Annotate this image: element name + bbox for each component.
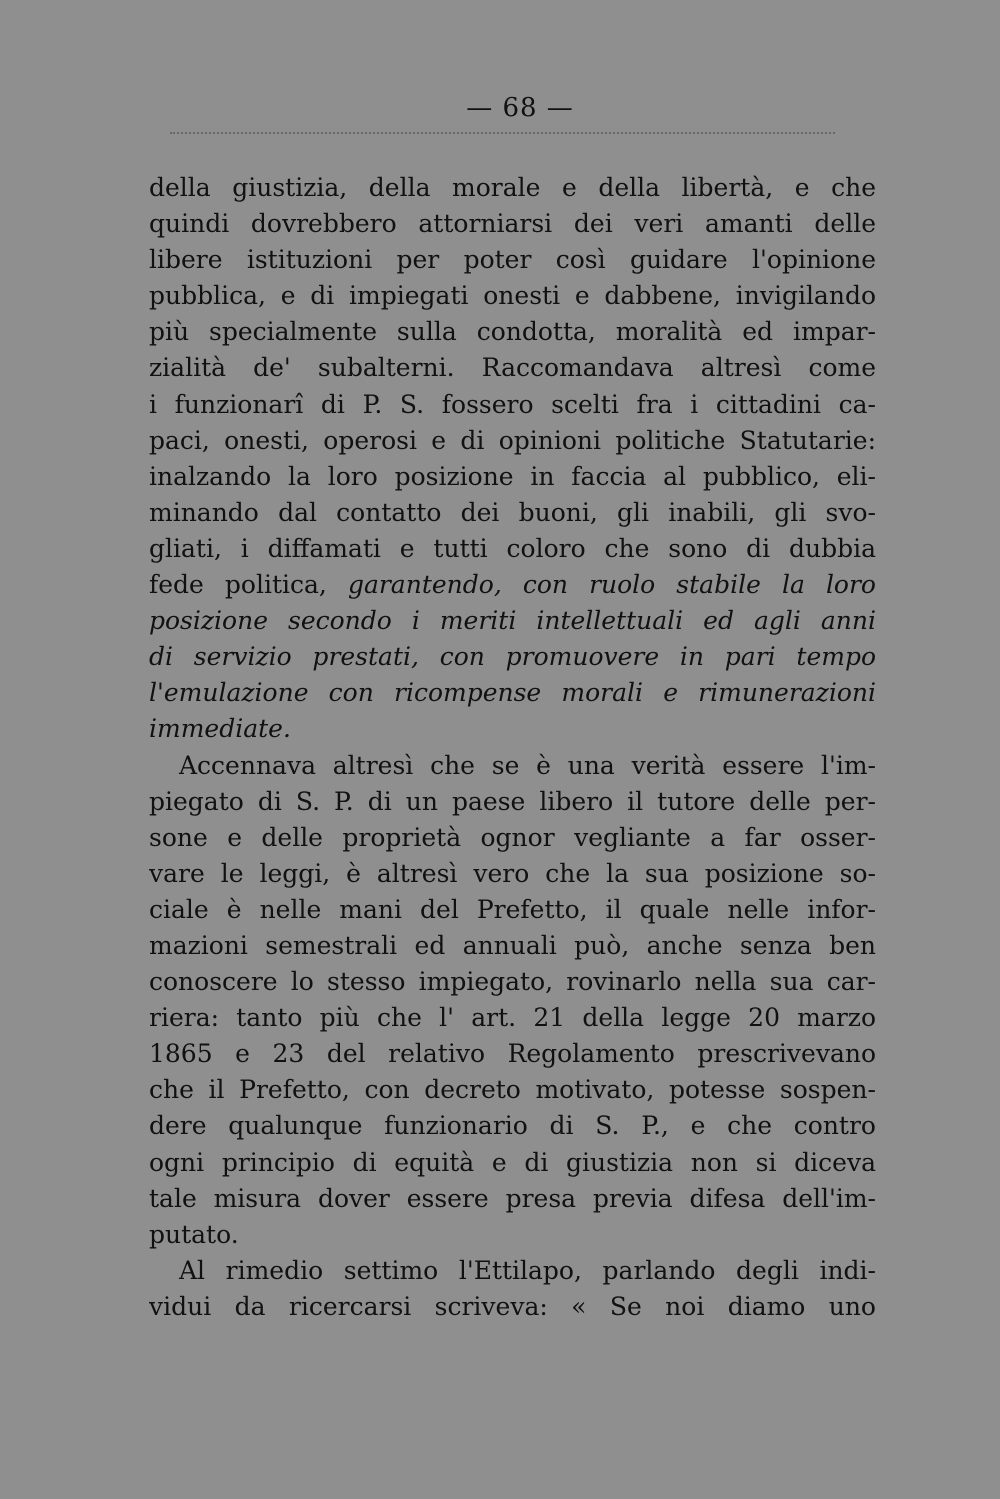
text-line: ogni principio di equità e di giustizia non si diceva <box>149 1147 876 1177</box>
text-line: paci, onesti, operosi e di opinioni politiche Statutarie: <box>149 425 876 455</box>
text-line: i funzionarî di P. S. fossero scelti fra i cittadini ca- <box>149 389 876 419</box>
text-line: sone e delle proprietà ognor vegliante a far osser- <box>149 822 876 852</box>
text-line-mixed <box>149 567 876 603</box>
text-line: dere qualunque funzionario di S. P., e che contro <box>149 1111 876 1141</box>
text-line: della giustizia, della morale e della libertà, e che <box>149 173 876 202</box>
text-line: posizione secondo i meriti intellettuali ed agli anni <box>149 606 876 636</box>
header-rule <box>170 132 835 134</box>
text-line-italic-part: garantendo, con ruolo stabile la loro <box>347 570 876 600</box>
text-line: 1865 e 23 del relativo Regolamento prescrivevano <box>149 1039 876 1069</box>
text-line: Accennava altresì che se è una verità essere l'im- <box>179 750 876 780</box>
text-line: immediate. <box>149 714 291 744</box>
text-line: che il Prefetto, con decreto motivato, potesse sospen- <box>149 1075 876 1105</box>
text-line: minando dal contatto dei buoni, gli inabili, gli svo- <box>149 497 876 527</box>
text-line: putato. <box>149 1219 239 1249</box>
text-line: ciale è nelle mani del Prefetto, il quale nelle infor- <box>149 894 876 924</box>
text-line-roman-part: fede politica, <box>149 570 348 600</box>
text-line: vidui da ricercarsi scriveva: « Se noi diamo uno <box>149 1291 876 1321</box>
text-line: riera: tanto più che l' art. 21 della legge 20 marzo <box>149 1003 876 1033</box>
text-line: vare le leggi, è altresì vero che la sua posizione so- <box>149 858 876 888</box>
body-text <box>149 170 876 1325</box>
text-line: libere istituzioni per poter così guidare l'opinione <box>149 245 876 275</box>
text-line: quindi dovrebbero attorniarsi dei veri amanti delle <box>149 209 876 239</box>
text-line: piegato di S. P. di un paese libero il tutore delle per- <box>149 786 876 816</box>
text-line: conoscere lo stesso impiegato, rovinarlo nella sua car- <box>149 967 876 997</box>
text-line: pubblica, e di impiegati onesti e dabbene, invigilando <box>149 281 876 311</box>
text-line: tale misura dover essere presa previa difesa dell'im- <box>149 1183 876 1213</box>
text-line: più specialmente sulla condotta, moralità ed impar- <box>149 317 876 347</box>
text-line: mazioni semestrali ed annuali può, anche senza ben <box>149 930 876 960</box>
text-line: inalzando la loro posizione in faccia al pubblico, eli- <box>149 461 876 491</box>
text-line: gliati, i diffamati e tutti coloro che sono di dubbia <box>149 533 876 563</box>
text-line: zialità de' subalterni. Raccomandava altresì come <box>149 353 876 383</box>
text-line: di servizio prestati, con promuovere in pari tempo <box>149 642 876 672</box>
text-line: l'emulazione con ricompense morali e rimunerazioni <box>149 678 876 708</box>
text-line: Al rimedio settimo l'Ettilapo, parlando degli indi- <box>179 1255 876 1285</box>
page-number: — 68 — <box>466 93 574 123</box>
